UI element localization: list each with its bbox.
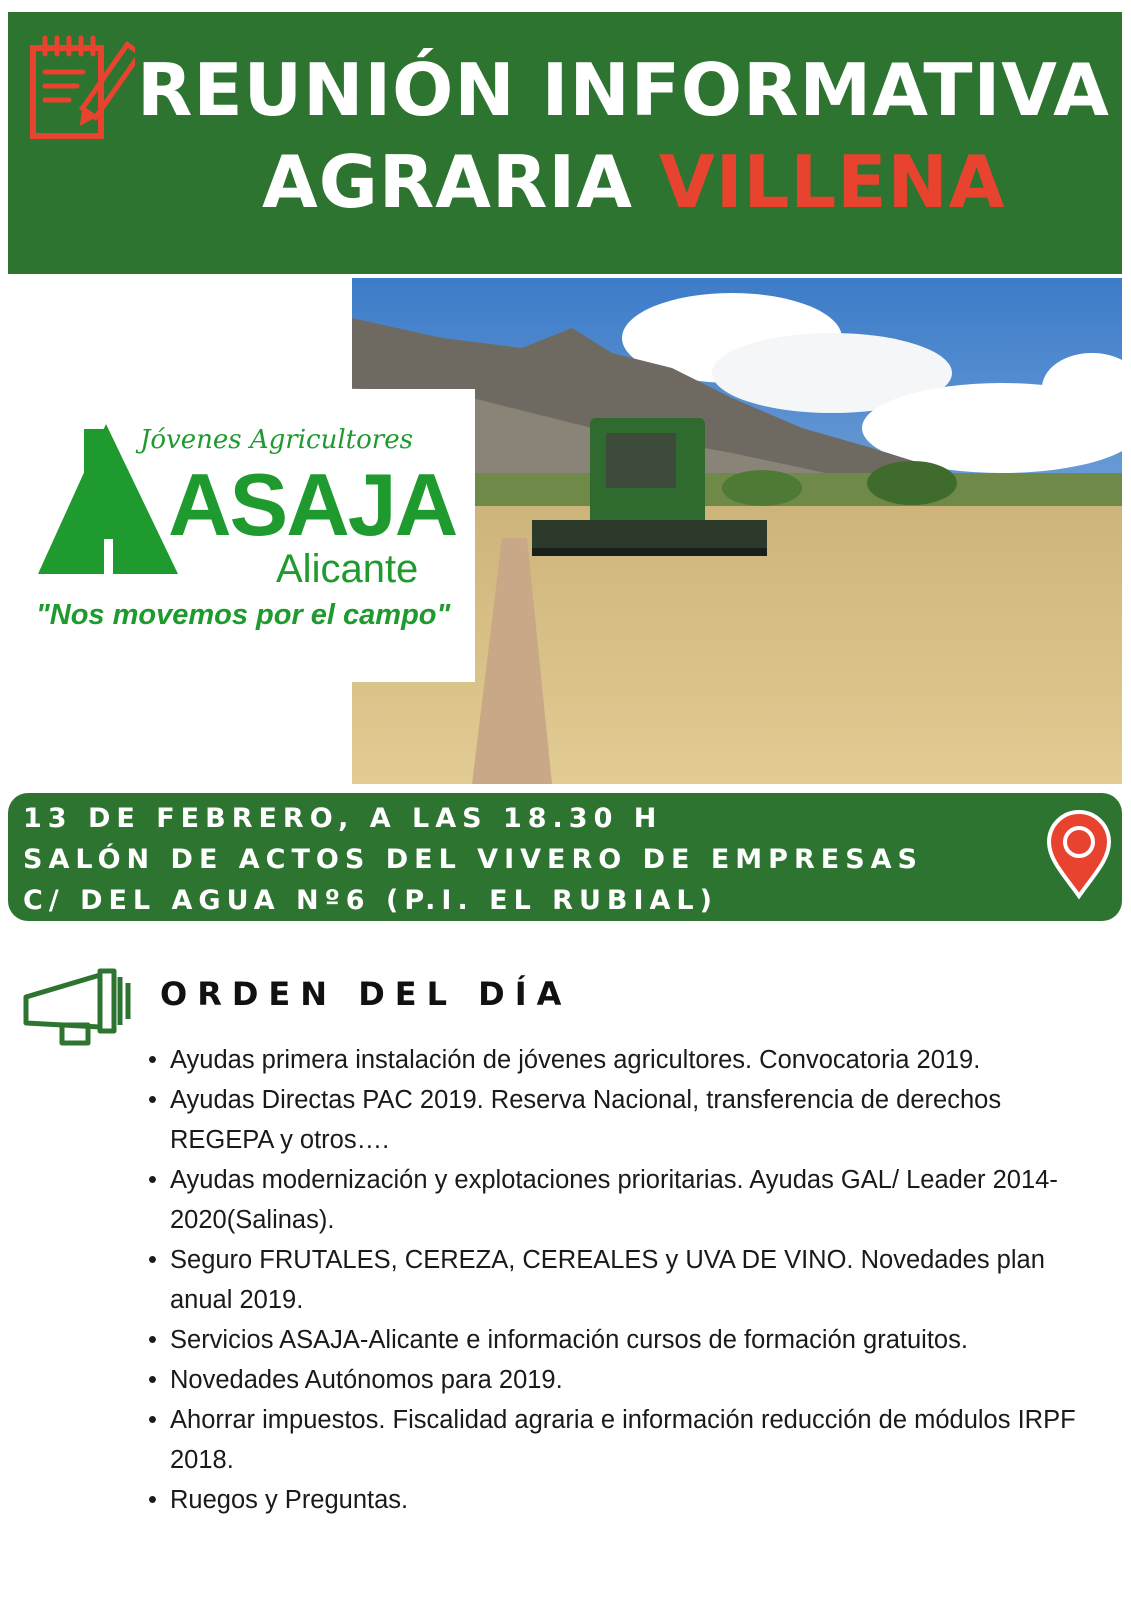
agenda-item: • Seguro FRUTALES, CEREZA, CEREALES y UVA DE VINO. Novedades plan anual 2019. — [148, 1240, 1088, 1320]
agenda-item: • Servicios ASAJA-Alicante e información cursos de formación gratuitos. — [148, 1320, 1088, 1360]
title-prefix: AGRARIA — [262, 140, 660, 224]
event-venue: SALÓN DE ACTOS DEL VIVERO DE EMPRESAS — [23, 844, 923, 875]
logo-script: Jóvenes Agricultores — [140, 425, 413, 455]
agenda-title: ORDEN DEL DÍA — [160, 975, 572, 1013]
agenda-item: • Ayudas Directas PAC 2019. Reserva Nacional, transferencia de derechos REGEPA y otros…. — [148, 1080, 1088, 1160]
agenda-item: • Novedades Autónomos para 2019. — [148, 1360, 1088, 1400]
logo-slogan: "Nos movemos por el campo" — [36, 599, 451, 631]
agenda-item: • Ayudas modernización y explotaciones prioritarias. Ayudas GAL/ Leader 2014-2020(Salinas). — [148, 1160, 1088, 1240]
event-date-time: 13 DE FEBRERO, A LAS 18.30 H — [23, 803, 663, 834]
title-line-1: REUNIÓN INFORMATIVA — [137, 48, 1110, 132]
agenda-item: • Ruegos y Preguntas. — [148, 1480, 1088, 1520]
agenda-item: • Ayudas primera instalación de jóvenes agricultores. Convocatoria 2019. — [148, 1040, 1088, 1080]
logo-brand: ASAJA — [168, 455, 457, 554]
megaphone-icon — [22, 965, 134, 1047]
event-address: C/ DEL AGUA Nº6 (P.I. EL RUBIAL) — [23, 885, 718, 916]
asaja-logo-card — [10, 389, 475, 682]
notepad-pencil-icon — [25, 30, 135, 145]
map-pin-icon — [1045, 810, 1113, 900]
title-line-2 — [262, 142, 1005, 222]
agenda-item: • Ahorrar impuestos. Fiscalidad agraria e información reducción de módulos IRPF 2018. — [148, 1400, 1088, 1480]
logo-region: Alicante — [276, 547, 419, 591]
title-accent: VILLENA — [659, 140, 1006, 224]
event-info-bar — [8, 793, 1122, 921]
agenda-list — [148, 1040, 1088, 1520]
